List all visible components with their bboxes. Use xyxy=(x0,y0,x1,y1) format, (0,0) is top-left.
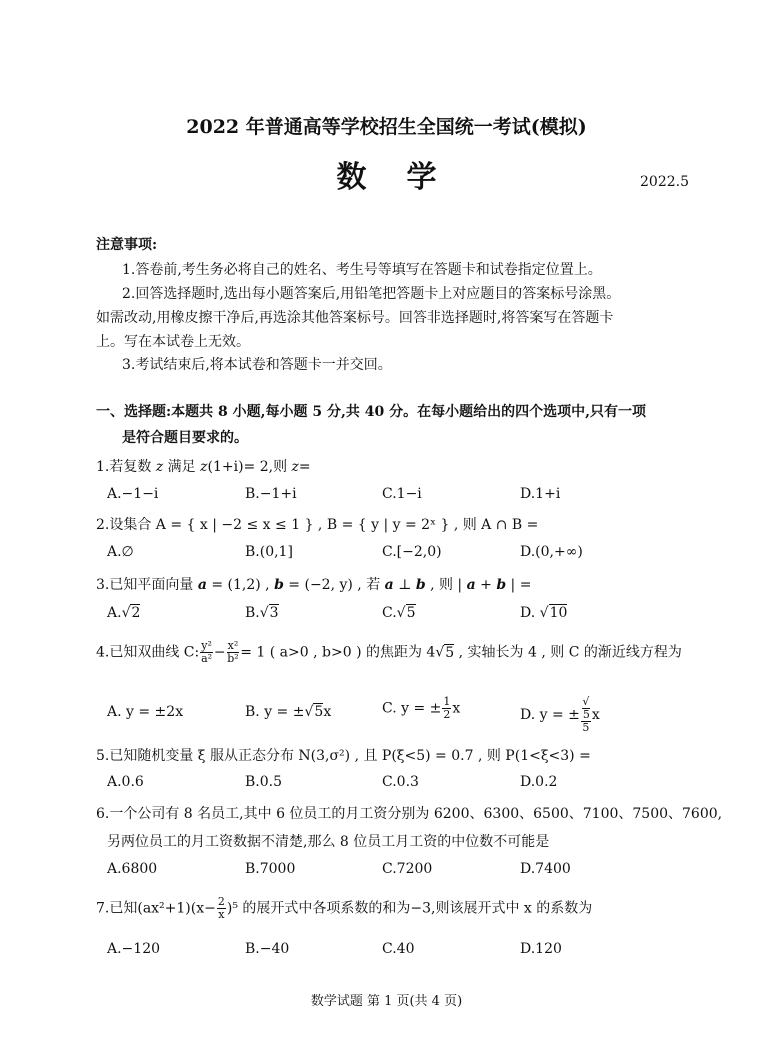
section-heading-line-1: 一、选择题:本题共 8 小题,每小题 5 分,共 40 分。在每小题给出的四个选项中,只有一项 xyxy=(96,404,646,420)
q4-option-d: D. y = ± √ 5 5 x xyxy=(520,695,600,734)
fraction: $\frac{\text{x²}}{\text{b²}}$ xyxy=(227,639,239,665)
q3-option-a: A.√2 xyxy=(107,605,141,621)
notice-item-2-line-1: 2.回答选择题时,选出每小题答案后,用铅笔把答题卡上对应题目的答案标号涂黑。 xyxy=(122,286,621,302)
subject-title: 数学 xyxy=(336,160,477,195)
fraction: √ 5 5 xyxy=(582,695,590,734)
page-footer: 数学试题 第 1 页(共 4 页) xyxy=(310,994,463,1009)
notice-item-2-line-3: 上。写在本试卷上无效。 xyxy=(96,334,250,350)
q1-option-a: A.−1−i xyxy=(107,486,159,502)
q5-option-d: D.0.2 xyxy=(520,774,558,790)
exam-title: 2022 年普通高等学校招生全国统一考试(模拟) xyxy=(186,116,587,138)
q6-option-c: C.7200 xyxy=(382,861,433,877)
q7-option-b: B.−40 xyxy=(245,941,290,957)
question-6-line-2: 另两位员工的月工资数据不清楚,那么 8 位员工月工资的中位数不可能是 xyxy=(107,834,550,850)
q5-option-b: B.0.5 xyxy=(245,774,283,790)
question-1-stem: 1.若复数 z 满足 z(1+i)= 2,则 z= xyxy=(96,459,311,475)
question-3-stem: 3.已知平面向量 a = (1,2) , b = (−2, y) , 若 a ⊥ b , 则 | a + b | = xyxy=(96,577,532,593)
q4-option-b: B. y = ±√5x xyxy=(245,704,332,720)
fraction: $\frac{\text{y²}}{\text{a²}}$ xyxy=(201,639,213,665)
q2-option-c: C.[−2,0) xyxy=(382,544,442,560)
notice-heading: 注意事项: xyxy=(96,237,158,253)
q3-option-b: B.√3 xyxy=(245,605,279,621)
q2-option-a: A.∅ xyxy=(107,544,134,560)
q7-option-c: C.40 xyxy=(382,941,415,957)
exam-date: 2022.5 xyxy=(640,174,689,190)
q1-option-c: C.1−i xyxy=(382,486,422,502)
q4-option-c: C. y = ± $\frac{1}{2}$ x xyxy=(382,695,461,721)
q7-option-d: D.120 xyxy=(520,941,562,957)
q6-option-d: D.7400 xyxy=(520,861,571,877)
q1-option-d: D.1+i xyxy=(520,486,561,502)
q6-option-b: B.7000 xyxy=(245,861,296,877)
question-5-stem: 5.已知随机变量 ξ 服从正态分布 N(3,σ²) , 且 P(ξ<5) = 0.7 , 则 P(1<ξ<3) = xyxy=(96,748,591,764)
q2-option-b: B.(0,1] xyxy=(245,544,293,560)
q3-option-d: D. √10 xyxy=(520,605,568,621)
q1-option-b: B.−1+i xyxy=(245,486,297,502)
notice-item-3: 3.考试结束后,将本试卷和答题卡一并交回。 xyxy=(122,357,392,373)
question-4-stem: 4.已知双曲线 C: $\frac{\text{y²}}{\text{a²}}$ − $\frac{\text{x²}}{\text{b²}}$ = 1 ( a>0 , b>0 ) 的焦距为 4√5 , 实轴长为 4 , 则 C 的渐近线方程为 xyxy=(96,639,682,665)
q5-option-c: C.0.3 xyxy=(382,774,419,790)
question-6-line-1: 6.一个公司有 8 名员工,其中 6 位员工的月工资分别为 6200、6300、6500、7100、7500、7600, xyxy=(96,806,723,822)
q4-option-a: A. y = ±2x xyxy=(107,704,184,720)
notice-item-2-line-2: 如需改动,用橡皮擦干净后,再选涂其他答案标号。回答非选择题时,将答案写在答题卡 xyxy=(96,310,614,326)
q6-option-a: A.6800 xyxy=(107,861,158,877)
fraction: $\frac{1}{2}$ xyxy=(443,695,451,721)
q7-option-a: A.−120 xyxy=(107,941,161,957)
q3-option-c: C.√5 xyxy=(382,605,416,621)
section-heading-line-2: 是符合题目要求的。 xyxy=(122,430,248,446)
q2-option-d: D.(0,+∞) xyxy=(520,544,583,560)
question-2-stem: 2.设集合 A = { x | −2 ≤ x ≤ 1 } , B = { y | y = 2ˣ } , 则 A ∩ B = xyxy=(96,517,539,533)
fraction: $\frac{2}{x}$ xyxy=(217,895,225,921)
notice-item-1: 1.答卷前,考生务必将自己的姓名、考生号等填写在答题卡和试卷指定位置上。 xyxy=(122,262,602,278)
q5-option-a: A.0.6 xyxy=(107,774,144,790)
question-7-stem: 7.已知(ax²+1)(x− $\frac{2}{x}$ )⁵ 的展开式中各项系数的和为−3,则该展开式中 x 的系数为 xyxy=(96,895,593,921)
